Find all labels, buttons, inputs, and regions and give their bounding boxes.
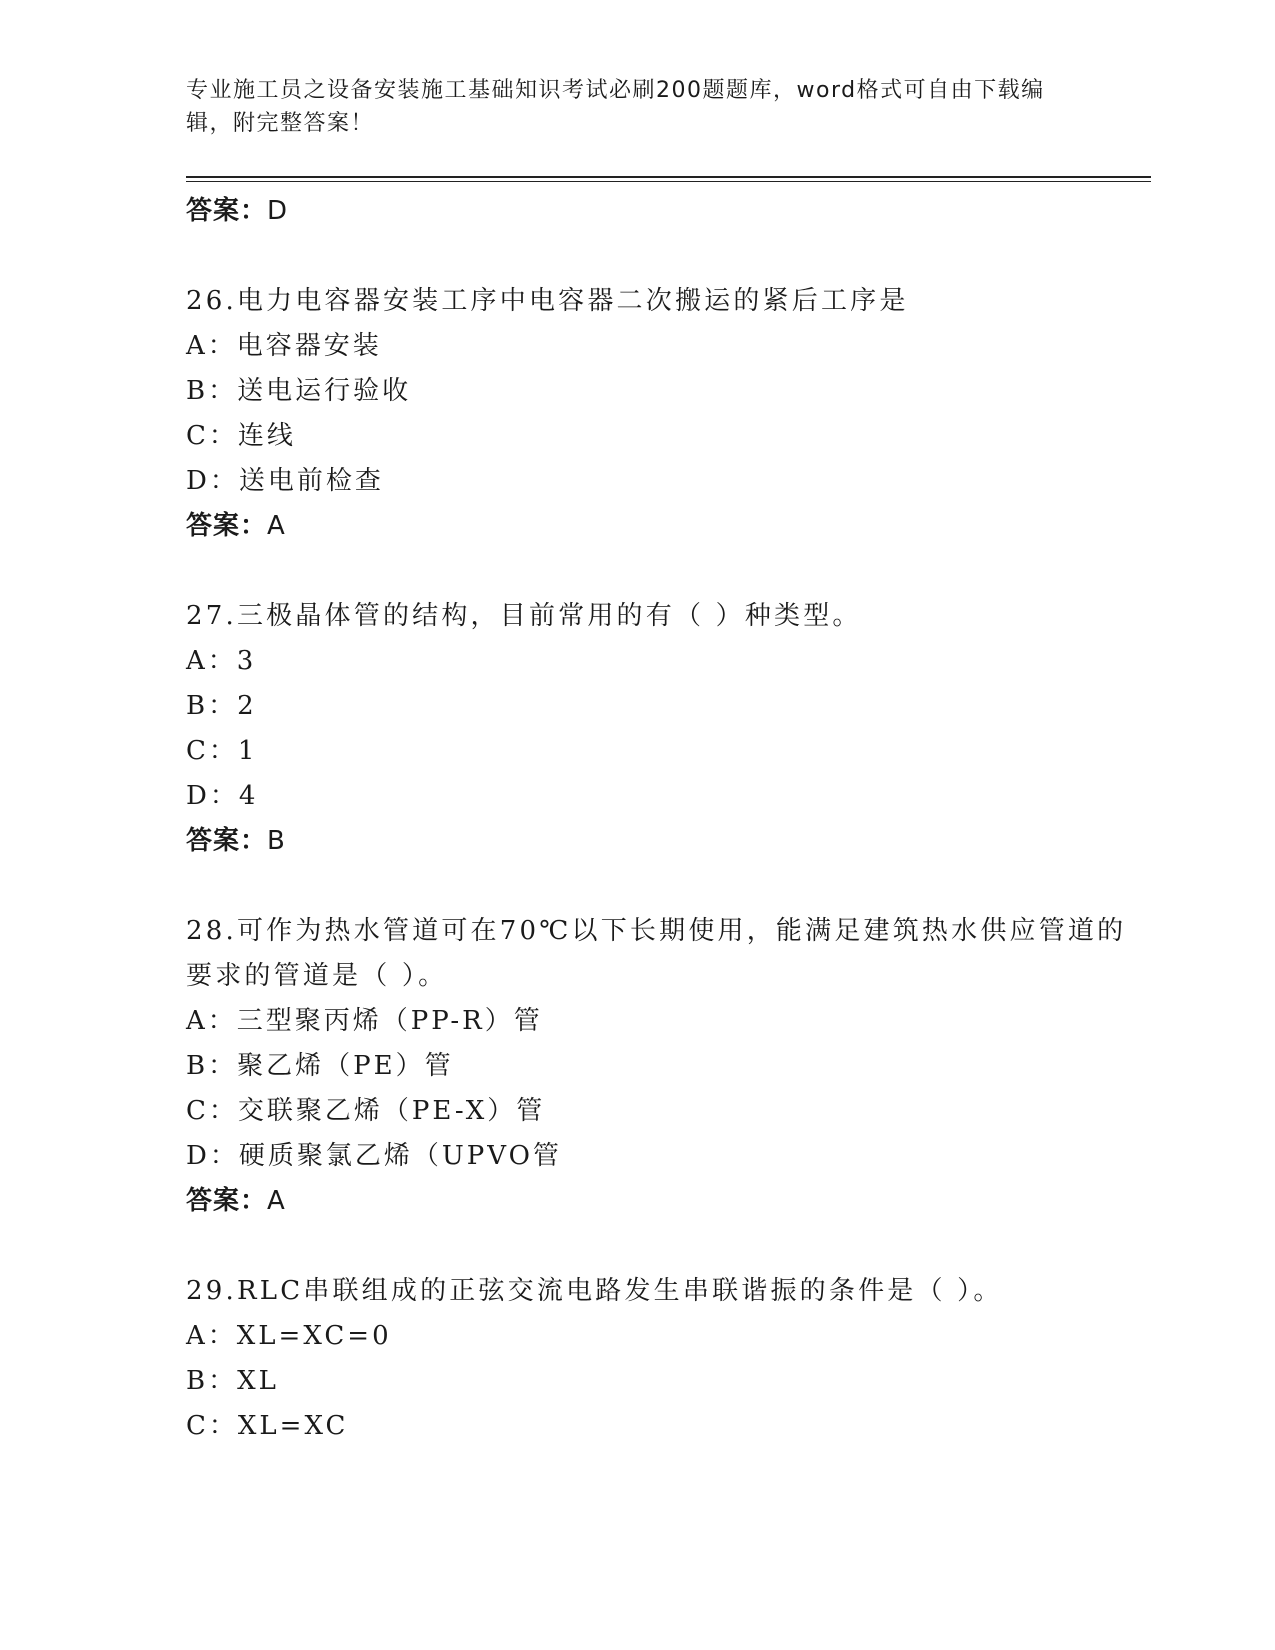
- spacer: [186, 1224, 1151, 1269]
- option-d: D：4: [186, 781, 259, 811]
- answer-line: [186, 819, 1151, 864]
- option-d: D：送电前检查: [186, 466, 384, 496]
- document-header: 专业施工员之设备安装施工基础知识考试必刷200题题库，word格式可自由下载编辑，附完整答案！: [186, 78, 1045, 136]
- document-body: [186, 189, 1151, 1449]
- option-a: A：三型聚丙烯（PP-R）管: [186, 1006, 543, 1036]
- question-text: 26.电力电容器安装工序中电容器二次搬运的紧后工序是: [186, 286, 909, 316]
- option-b: B：送电运行验收: [186, 376, 412, 406]
- header-rule-thick: [186, 176, 1151, 178]
- option-c: C：1: [186, 736, 258, 766]
- answer-label: 答案：: [186, 826, 268, 856]
- answer-line: [186, 504, 1151, 549]
- spacer: [186, 864, 1151, 909]
- answer-value: D: [267, 196, 289, 226]
- answer-value: A: [267, 1186, 286, 1216]
- option-b: B：2: [186, 691, 257, 721]
- option-c: C：连线: [186, 421, 296, 451]
- answer-value: B: [267, 826, 286, 856]
- answer-label: 答案：: [186, 511, 268, 541]
- option-c: C：交联聚乙烯（PE-X）管: [186, 1096, 546, 1126]
- answer-label: 答案：: [186, 196, 268, 226]
- option-a: A：电容器安装: [186, 331, 382, 361]
- option-c: C：XL=XC: [186, 1411, 349, 1441]
- answer-line: [186, 189, 1151, 234]
- question-text: 27.三极晶体管的结构，目前常用的有（ ）种类型。: [186, 601, 862, 631]
- answer-label: 答案：: [186, 1186, 268, 1216]
- answer-line: [186, 1179, 1151, 1224]
- question-text: 29.RLC串联组成的正弦交流电路发生串联谐振的条件是（ ）。: [186, 1276, 1003, 1306]
- spacer: [186, 234, 1151, 279]
- option-b: B：聚乙烯（PE）管: [186, 1051, 454, 1081]
- option-d: D：硬质聚氯乙烯（UPVO管: [186, 1141, 562, 1171]
- question-text: 28.可作为热水管道可在70℃以下长期使用，能满足建筑热水供应管道的要求的管道是（ ）。: [186, 916, 1127, 991]
- header-rule-thin: [186, 181, 1151, 182]
- option-a: A：3: [186, 646, 257, 676]
- option-b: B：XL: [186, 1366, 279, 1396]
- option-a: A：XL=XC=0: [186, 1321, 392, 1351]
- spacer: [186, 549, 1151, 594]
- answer-value: A: [267, 511, 286, 541]
